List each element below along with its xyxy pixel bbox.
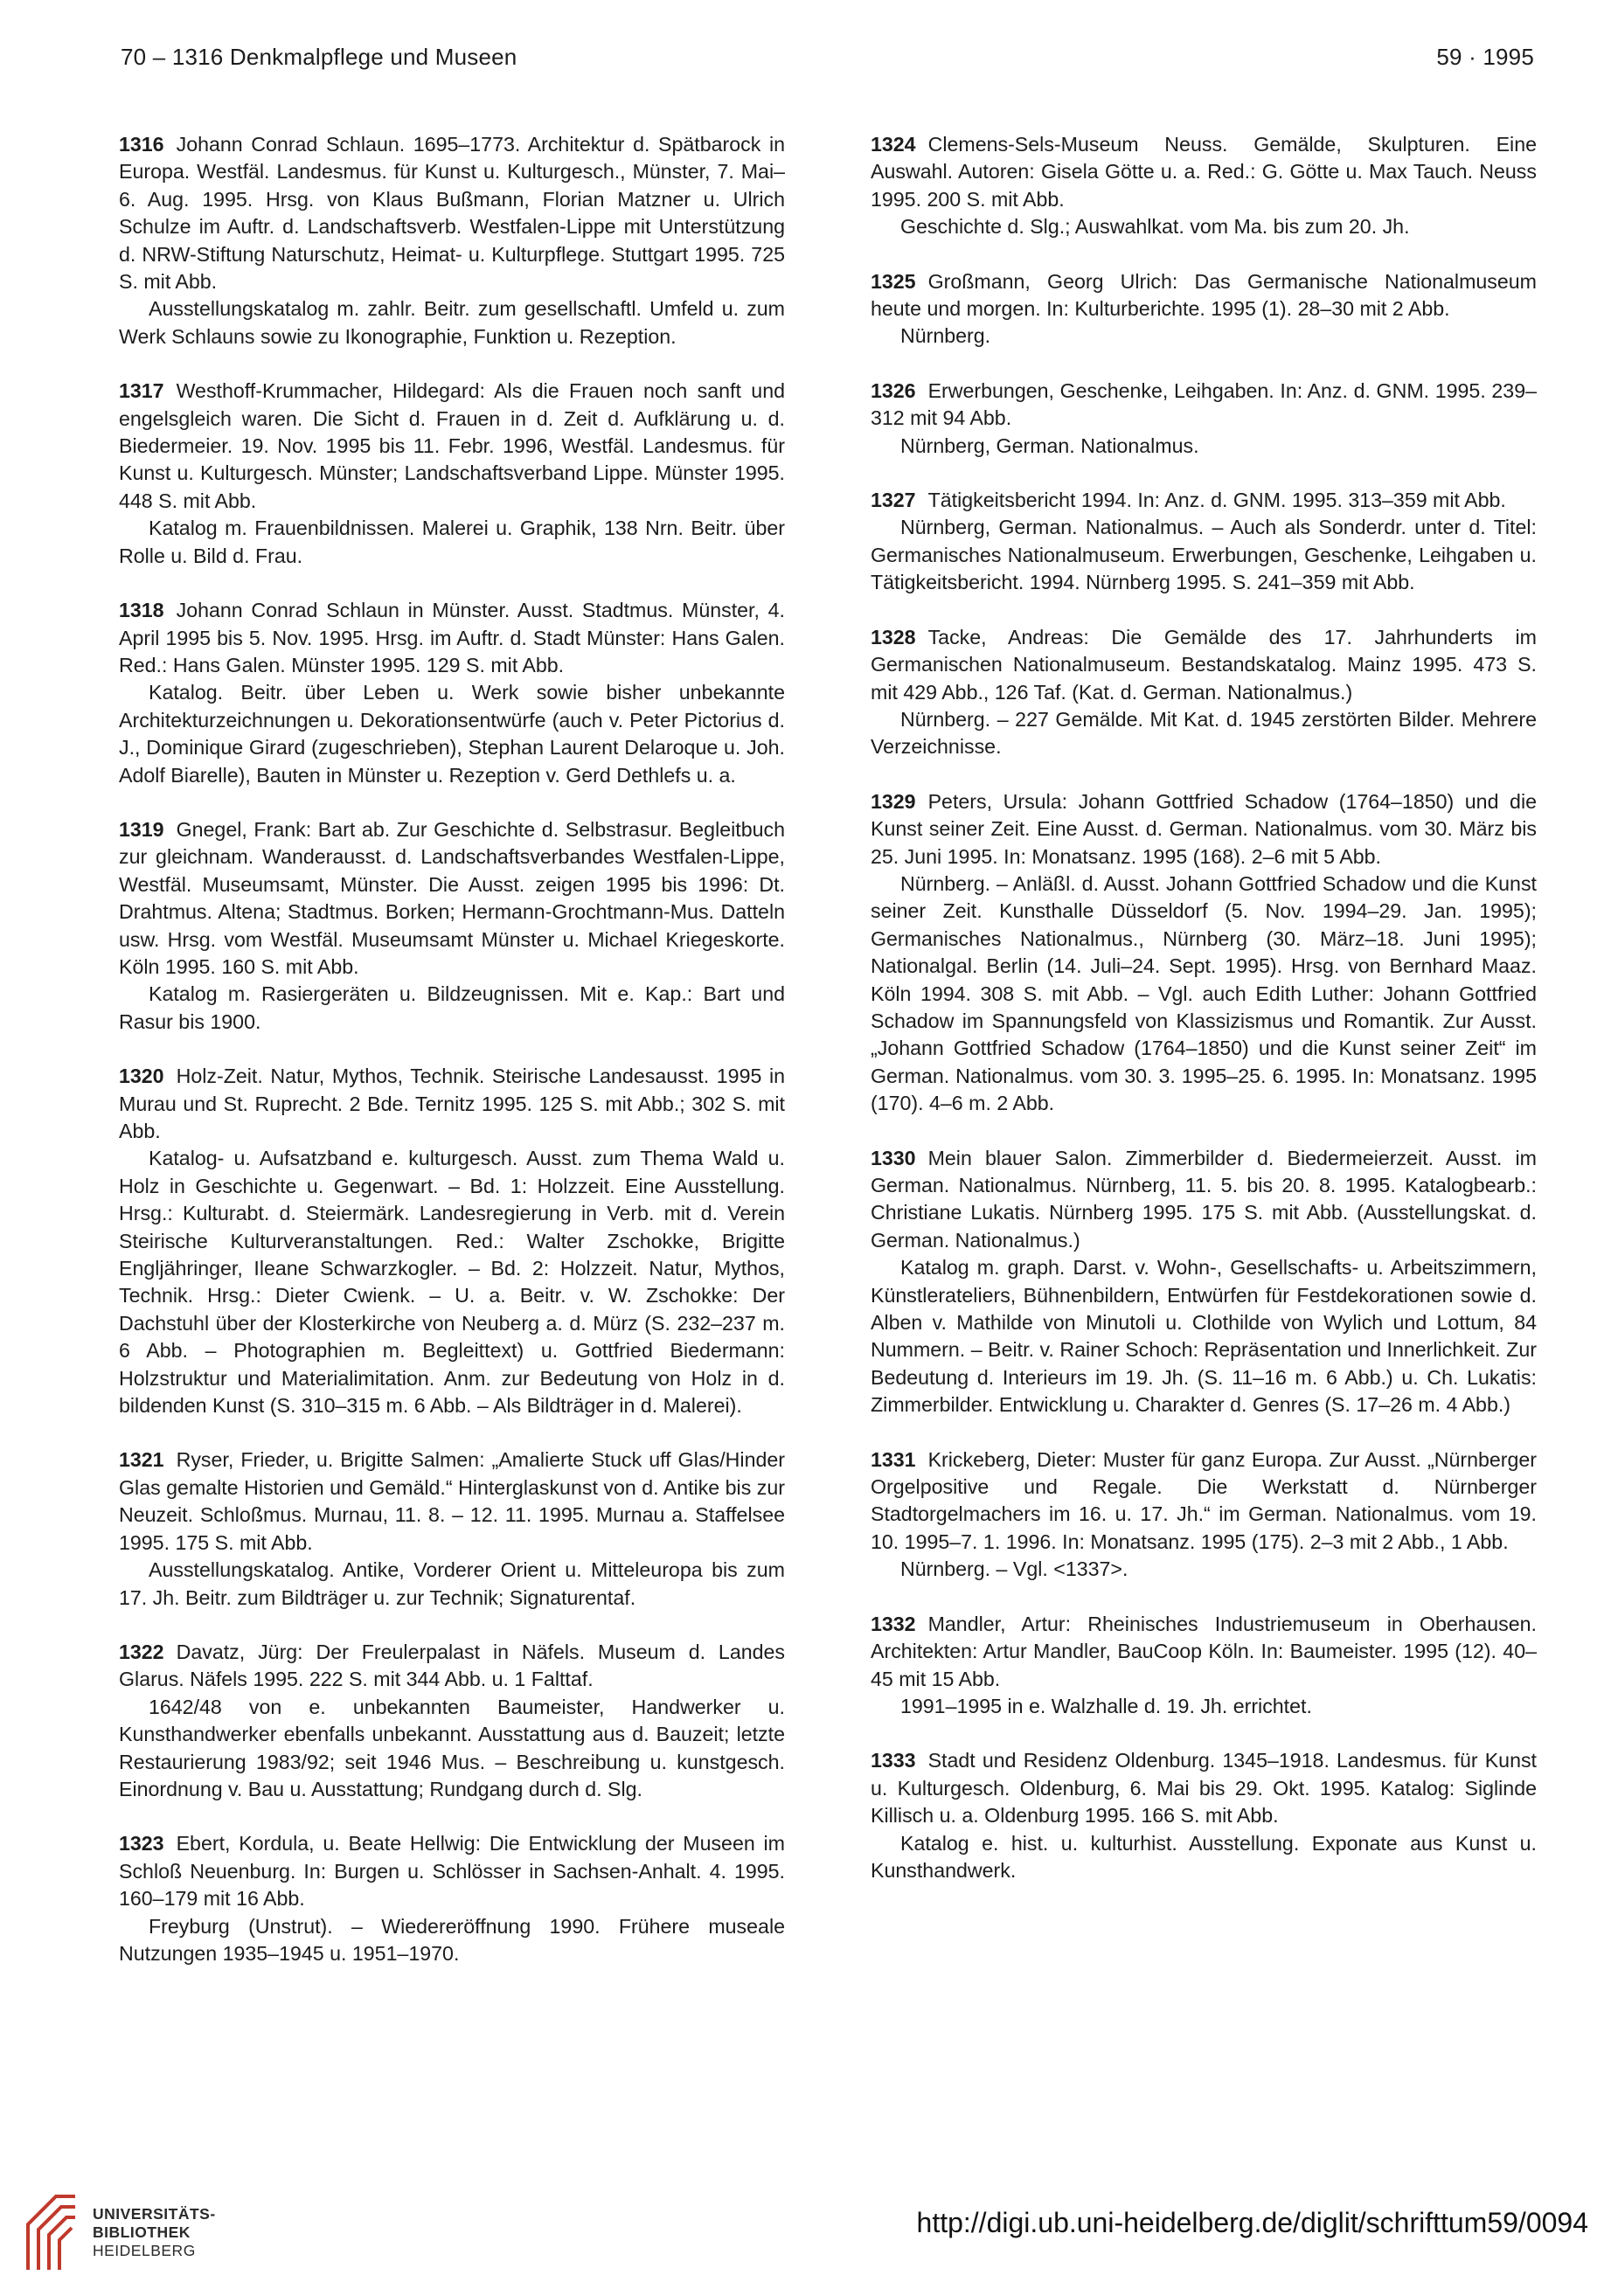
entry-1323: [119, 1830, 785, 1967]
entry-1320: [119, 1063, 785, 1419]
entry-text: Westhoff-Krummacher, Hildegard: Als die Frauen noch sanft und engelsgleich waren. Die Sicht d. Frauen in d. Zeit d. Aufklärung u. d. Biedermeier. 19. Nov. 1995 bis 11. Febr. 1996, Westfäl. Landesmus. für Kunst u. Kulturgesch. Münster; Landschaftsverband Lippe. Münster 1995. 448 S. mit Abb.: [119, 379, 785, 512]
entry-note: Ausstellungskatalog. Antike, Vorderer Orient u. Mitteleuropa bis zum 17. Jh. Beitr. zum Bildträger u. zur Technik; Signaturentaf.: [119, 1558, 785, 1609]
entry-1330: [871, 1145, 1537, 1419]
entry-1322: [119, 1639, 785, 1803]
entry-note: Katalog m. Rasiergeräten u. Bildzeugnissen. Mit e. Kap.: Bart und Rasur bis 1900.: [119, 982, 785, 1033]
entry-note: 1991–1995 in e. Walzhalle d. 19. Jh. errichtet.: [900, 1694, 1312, 1717]
entry-note: Nürnberg, German. Nationalmus. – Auch als Sonderdr. unter d. Titel: Germanisches Nationalmuseum. Erwerbungen, Geschenke, Leihgaben u. Tätigkeitsbericht. 1994. Nürnberg 1995. S. 241–359 mit Abb.: [871, 516, 1537, 594]
right-column: [871, 131, 1537, 1911]
entry-number: 1332: [871, 1612, 916, 1635]
entry-1317: [119, 378, 785, 570]
entry-note: Katalog- u. Aufsatzband e. kulturgesch. Ausst. zum Thema Wald u. Holz in Geschichte u. Gegenwart. – Bd. 1: Holzzeit. Eine Ausstellung. Hrsg.: Kulturabt. d. Steiermärk. Landesregierung in Verb. mit d. Verein Steirische Kulturveranstaltungen. Red.: Walter Zschokke, Brigitte Engljähringer, Ileane Schwarzkogler. – Bd. 2: Holzzeit. Natur, Mythos, Technik. Hrsg.: Dieter Cwienk. – U. a. Beitr. v. W. Zschokke: Der Dachstuhl über der Klosterkirche von Neuberg a. d. Mürz (S. 232–237 m. 6 Abb. – Photographien m. Begleittext) u. Gottfried Biedermann: Holzstruktur und Materialimitation. Anm. zur Bedeutung von Holz in d. bildenden Kunst (S. 310–315 m. 6 Abb. – Als Bildträger in d. Malerei).: [119, 1147, 785, 1418]
entry-note: Nürnberg. – 227 Gemälde. Mit Kat. d. 1945 zerstörten Bilder. Mehrere Verzeichnisse.: [871, 707, 1537, 759]
entry-1329: [871, 788, 1537, 1118]
entry-number: 1318: [119, 599, 164, 622]
library-logo-icon: [21, 2189, 82, 2277]
entry-number: 1321: [119, 1448, 164, 1472]
entry-note: Katalog. Beitr. über Leben u. Werk sowie bisher unbekannte Architekturzeichnungen u. Dekorationsentwürfe (auch v. Peter Pictorius d. J., Dominique Girard (zugeschrieben), Stephan Laurent Delaroque u. Joh. Adolf Biarelle), Bauten in Münster u. Rezeption v. Gerd Dethlefs u. a.: [119, 681, 785, 787]
entry-number: 1325: [871, 269, 916, 293]
entry-note: Katalog m. Frauenbildnissen. Malerei u. Graphik, 138 Nrn. Beitr. über Rolle u. Bild d. Frau.: [119, 517, 785, 567]
entry-number: 1329: [871, 789, 916, 813]
running-head-left: 70 – 1316 Denkmalpflege und Museen: [121, 44, 517, 70]
entry-number: 1324: [871, 133, 916, 156]
entry-text: Holz-Zeit. Natur, Mythos, Technik. Steirische Landesausst. 1995 in Murau und St. Ruprecht. 2 Bde. Ternitz 1995. 125 S. mit Abb.; 302 S. mit Abb.: [119, 1065, 785, 1142]
entry-number: 1320: [119, 1065, 164, 1088]
entry-note: Ausstellungskatalog m. zahlr. Beitr. zum gesellschaftl. Umfeld u. zum Werk Schlauns sowie zu Ikonographie, Funktion u. Rezeption.: [119, 297, 785, 348]
entry-note: Nürnberg. – Anläßl. d. Ausst. Johann Gottfried Schadow und die Kunst seiner Zeit. Kunsthalle Düsseldorf (5. Nov. 1994–29. Jan. 1995); Germanisches Nationalmus., Nürnberg (30. März–18. Juni 1995); Nationalgal. Berlin (14. Juli–24. Sept. 1995). Hrsg. von Bernhard Maaz. Köln 1994. 308 S. mit Abb. – Vgl. auch Edith Luther: Johann Gottfried Schadow im Spannungsfeld von Klassizismus und Romantik. Zur Ausst. „Johann Gottfried Schadow (1764–1850) und die Kunst seiner Zeit“ im German. Nationalmus. vom 30. 3. 1995–25. 6. 1995. In: Monatsanz. 1995 (170). 4–6 m. 2 Abb.: [871, 871, 1537, 1115]
entry-number: 1328: [871, 625, 916, 649]
entry-text: Johann Conrad Schlaun. 1695–1773. Architektur d. Spätbarock in Europa. Westfäl. Landesmus. für Kunst u. Kulturgesch., Münster, 7. Mai–6. Aug. 1995. Hrsg. von Klaus Bußmann, Florian Matzner u. Ulrich Schulze im Auftr. d. Landschaftsverb. Westfalen-Lippe mit Unterstützung d. NRW-Stiftung Naturschutz, Heimat- u. Kulturpflege. Stuttgart 1995. 725 S. mit Abb.: [119, 133, 785, 294]
entry-number: 1316: [119, 133, 164, 156]
entry-note: 1642/48 von e. unbekannten Baumeister, Handwerker u. Kunsthandwerker ebenfalls unbekannt. Ausstattung aus d. Bauzeit; letzte Restaurierung 1983/92; seit 1946 Mus. – Beschreibung u. kunstgesch. Einordnung v. Bau u. Ausstattung; Rundgang durch d. Slg.: [119, 1695, 785, 1800]
entry-1331: [871, 1446, 1537, 1584]
page-footer: [0, 2181, 1611, 2296]
entry-text: Krickeberg, Dieter: Muster für ganz Europa. Zur Ausst. „Nürnberger Orgelpositive und Regale. Die Werkstatt d. Nürnberger Stadtorgelmachers im 16. u. 17. Jh.“ im German. Nationalmus. vom 19. 10. 1995–7. 1. 1996. In: Monatsanz. 1995 (175). 2–3 mit 2 Abb., 1 Abb.: [871, 1447, 1537, 1553]
entry-number: 1319: [119, 817, 164, 841]
entry-1321: [119, 1446, 785, 1611]
entry-note: Nürnberg. – Vgl. <1337>.: [900, 1557, 1128, 1581]
entry-1333: [871, 1747, 1537, 1884]
entry-number: 1326: [871, 378, 916, 402]
entry-number: 1333: [871, 1749, 916, 1772]
entry-number: 1331: [871, 1447, 916, 1471]
entry-number: 1322: [119, 1640, 164, 1663]
entry-text: Gnegel, Frank: Bart ab. Zur Geschichte d. Selbstrasur. Begleitbuch zur gleichnam. Wanderausst. d. Landschaftsverbandes Westfalen-Lippe, Westfäl. Museumsamt, Münster. Die Ausst. zeigen 1995 bis 1996: Dt. Drahtmus. Altena; Stadtmus. Borken; Hermann-Grochtmann-Mus. Datteln usw. Hrsg. vom Westfäl. Museumsamt Münster u. Michael Kriegeskorte. Köln 1995. 160 S. mit Abb.: [119, 817, 785, 978]
entry-note: Freyburg (Unstrut). – Wiedereröffnung 1990. Frühere museale Nutzungen 1935–1945 u. 1951–1970.: [119, 1914, 785, 1965]
entry-text: Davatz, Jürg: Der Freulerpalast in Näfels. Museum d. Landes Glarus. Näfels 1995. 222 S. mit 344 Abb. u. 1 Falttaf.: [119, 1640, 785, 1691]
source-url-link[interactable]: http://digi.ub.uni-heidelberg.de/diglit/schrifttum59/0094: [916, 2207, 1588, 2238]
entry-text: Großmann, Georg Ulrich: Das Germanische Nationalmuseum heute und morgen. In: Kulturberichte. 1995 (1). 28–30 mit 2 Abb.: [871, 269, 1537, 321]
entry-1324: [871, 131, 1537, 241]
entry-note: Katalog e. hist. u. kulturhist. Ausstellung. Exponate aus Kunst u. Kunsthandwerk.: [871, 1831, 1537, 1882]
entry-1319: [119, 816, 785, 1036]
entry-1318: [119, 597, 785, 789]
entry-text: Tacke, Andreas: Die Gemälde des 17. Jahrhunderts im Germanischen Nationalmuseum. Bestandskatalog. Mainz 1995. 473 S. mit 429 Abb., 126 Taf. (Kat. d. German. Nationalmus.): [871, 625, 1537, 704]
entry-note: Geschichte d. Slg.; Auswahlkat. vom Ma. bis zum 20. Jh.: [900, 215, 1410, 239]
entry-1326: [871, 378, 1537, 460]
running-head-right: 59 · 1995: [1436, 44, 1534, 70]
entry-note: Nürnberg.: [900, 324, 991, 348]
entry-text: Erwerbungen, Geschenke, Leihgaben. In: Anz. d. GNM. 1995. 239–312 mit 94 Abb.: [871, 378, 1537, 430]
entry-text: Peters, Ursula: Johann Gottfried Schadow (1764–1850) und die Kunst seiner Zeit. Eine Ausst. d. German. Nationalmus. vom 30. März bis 25. Juni 1995. In: Monatsanz. 1995 (168). 2–6 mit 5 Abb.: [871, 789, 1537, 868]
entry-text: Ryser, Frieder, u. Brigitte Salmen: „Amalierte Stuck uff Glas/Hinder Glas gemalte Historien und Gemäld.“ Hinterglaskunst von d. Antike bis zur Neuzeit. Schloßmus. Murnau, 11. 8. – 12. 11. 1995. Murnau a. Staffelsee 1995. 175 S. mit Abb.: [119, 1448, 785, 1554]
entry-text: Ebert, Kordula, u. Beate Hellwig: Die Entwicklung der Museen im Schloß Neuenburg. In: Burgen u. Schlösser in Sachsen-Anhalt. 4. 1995. 160–179 mit 16 Abb.: [119, 1832, 785, 1911]
entry-1327: [871, 487, 1537, 597]
entry-text: Mein blauer Salon. Zimmerbilder d. Biedermeierzeit. Ausst. im German. Nationalmus. Nürnberg, 11. 5. bis 20. 8. 1995. Katalogbearb.: Christiane Lukatis. Nürnberg 1995. 175 S. mit Abb. (Ausstellungskat. d. German. Nationalmus.): [871, 1146, 1537, 1252]
entry-1316: [119, 131, 785, 350]
entry-text: Mandler, Artur: Rheinisches Industriemuseum in Oberhausen. Architekten: Artur Mandler, BauCoop Köln. In: Baumeister. 1995 (12). 40–45 mit 15 Abb.: [871, 1612, 1537, 1690]
entry-note: Katalog m. graph. Darst. v. Wohn-, Gesellschafts- u. Arbeitszimmern, Künstlerateliers, Bühnenbildern, Entwürfen für Festdekorationen sowie d. Alben v. Mathilde von Minutoli u. Clothilde von Wylich und Lottum, 84 Nummern. – Beitr. v. Rainer Schoch: Repräsentation und Innerlichkeit. Zur Bedeutung d. Interieurs im 19. Jh. (S. 11–16 m. 6 Abb.) u. Ch. Lukatis: Zimmerbilder. Entwicklung u. Charakter d. Genres (S. 17–26 m. 4 Abb.): [871, 1256, 1537, 1417]
library-name: UNIVERSITÄTS- BIBLIOTHEK HEIDELBERG: [93, 2205, 216, 2259]
entry-number: 1330: [871, 1146, 916, 1169]
entry-number: 1317: [119, 379, 164, 403]
entry-1332: [871, 1611, 1537, 1721]
left-column: [119, 131, 785, 1994]
entry-text: Clemens-Sels-Museum Neuss. Gemälde, Skulpturen. Eine Auswahl. Autoren: Gisela Götte u. a. Red.: G. Götte u. Max Tauch. Neuss 1995. 200 S. mit Abb.: [871, 133, 1537, 211]
entry-text: Johann Conrad Schlaun in Münster. Ausst. Stadtmus. Münster, 4. April 1995 bis 5. Nov. 1995. Hrsg. im Auftr. d. Stadt Münster: Hans Galen. Red.: Hans Galen. Münster 1995. 129 S. mit Abb.: [119, 599, 785, 676]
entry-note: Nürnberg, German. Nationalmus.: [900, 434, 1199, 457]
entry-text: Stadt und Residenz Oldenburg. 1345–1918. Landesmus. für Kunst u. Kulturgesch. Oldenburg, 6. Mai bis 29. Okt. 1995. Katalog: Siglinde Killisch u. a. Oldenburg 1995. 166 S. mit Abb.: [871, 1749, 1537, 1828]
entry-1325: [871, 268, 1537, 350]
entry-number: 1327: [871, 489, 916, 512]
entry-number: 1323: [119, 1832, 164, 1856]
entry-text: Tätigkeitsbericht 1994. In: Anz. d. GNM. 1995. 313–359 mit Abb.: [927, 489, 1506, 512]
entry-1328: [871, 624, 1537, 761]
